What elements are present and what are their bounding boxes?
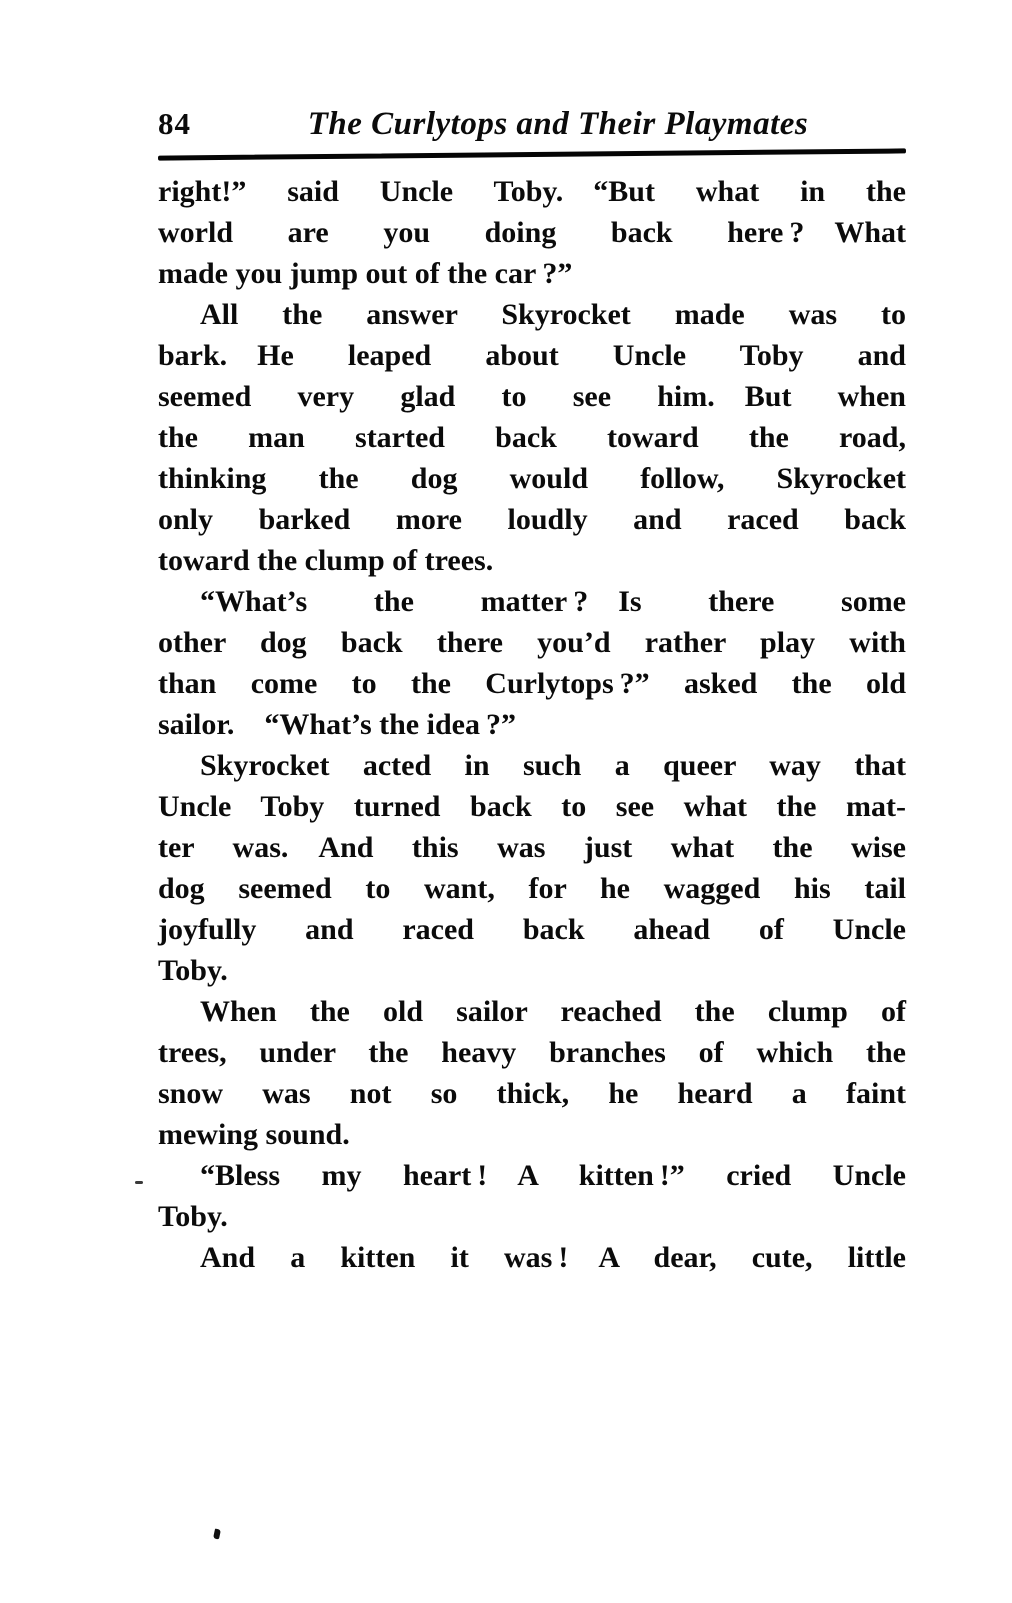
text-line: Toby.: [158, 954, 228, 987]
text-line: When the old sailor reached the clump of: [200, 995, 906, 1028]
text-line: other dog back there you’d rather play with: [158, 626, 906, 659]
text-line: Toby.: [158, 1200, 228, 1233]
text-line: And a kitten it was ! A dear, cute, little: [200, 1241, 906, 1274]
text-line: than come to the Curlytops ?” asked the old: [158, 667, 906, 700]
text-line: sailor. “What’s the idea ?”: [158, 708, 516, 741]
text-line: “What’s the matter ? Is there some: [200, 585, 906, 618]
page-number: 84: [158, 106, 191, 141]
text-line: dog seemed to want, for he wagged his tail: [158, 872, 906, 905]
text-line: All the answer Skyrocket made was to: [200, 298, 906, 331]
text-line: bark. He leaped about Uncle Toby and: [158, 339, 906, 372]
text-line: world are you doing back here ? What: [158, 216, 906, 249]
text-line: thinking the dog would follow, Skyrocket: [158, 462, 906, 495]
page-content: [158, 106, 906, 1278]
text-line: joyfully and raced back ahead of Uncle: [158, 913, 906, 946]
text-line: seemed very glad to see him. But when: [158, 380, 906, 413]
text-line: trees, under the heavy branches of which the: [158, 1036, 906, 1069]
running-title: The Curlytops and Their Playmates: [307, 106, 809, 142]
text-line: only barked more loudly and raced back: [158, 503, 906, 536]
text-line: made you jump out of the car ?”: [158, 257, 573, 290]
text-line: snow was not so thick, he heard a faint: [158, 1077, 906, 1110]
ink-speck: [135, 1181, 143, 1184]
header-rule: [158, 148, 906, 160]
ink-speck: [213, 1528, 221, 1539]
text-line: right!” said Uncle Toby. “But what in the: [158, 175, 906, 208]
body-text: [158, 171, 906, 1278]
text-line: the man started back toward the road,: [158, 421, 906, 454]
text-line: Skyrocket acted in such a queer way that: [200, 749, 906, 782]
text-line: “Bless my heart ! A kitten !” cried Uncle: [200, 1159, 906, 1192]
page-header: [158, 106, 906, 143]
text-line: ter was. And this was just what the wise: [158, 831, 906, 864]
text-line: toward the clump of trees.: [158, 544, 494, 577]
text-line: mewing sound.: [158, 1118, 350, 1151]
text-line: Uncle Toby turned back to see what the mat-: [158, 790, 906, 823]
